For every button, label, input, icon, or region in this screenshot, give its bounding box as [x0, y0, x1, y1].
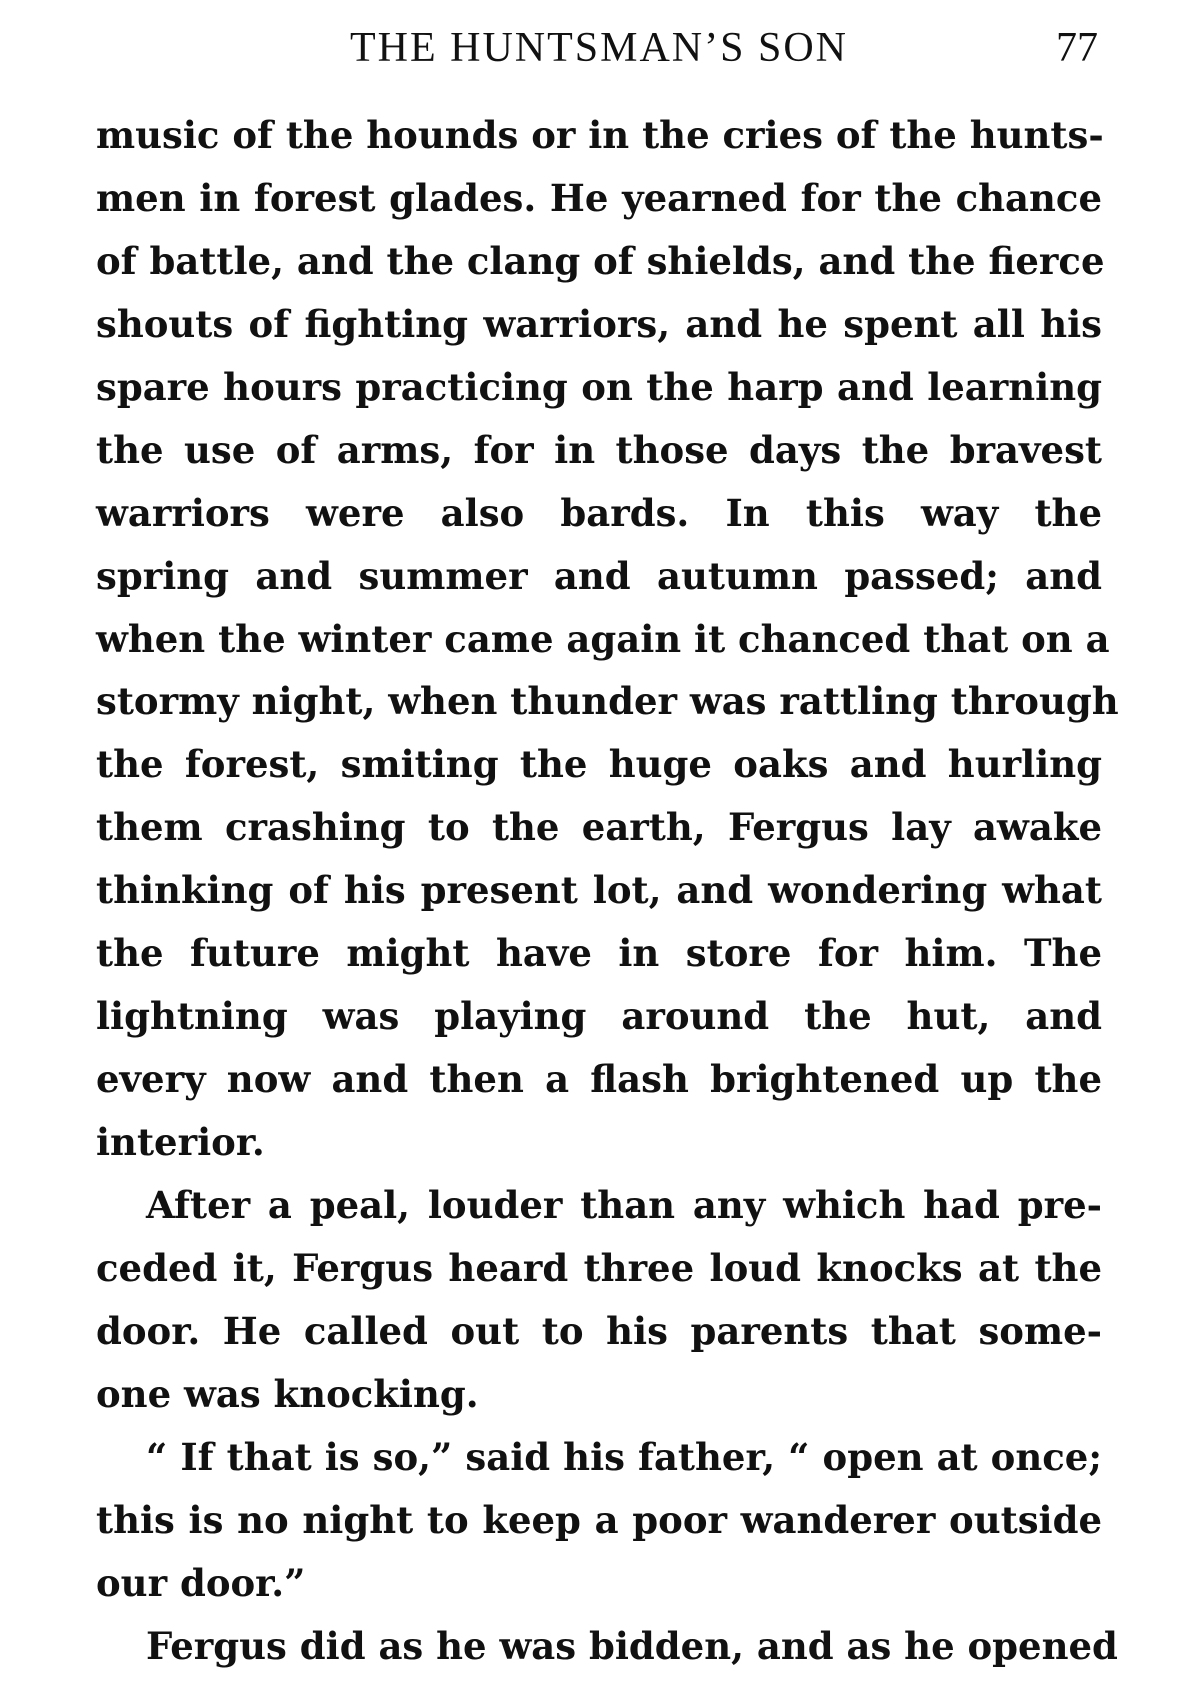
text-line: the future might have in store for him. The: [96, 931, 1102, 976]
text-line: the use of arms, for in those days the bravest: [96, 427, 1102, 472]
text-line: one was knocking.: [96, 1371, 479, 1416]
text-line: this is no night to keep a poor wanderer outside: [96, 1497, 1102, 1542]
paragraph-3: [96, 1426, 1102, 1615]
body-text: [96, 104, 1119, 1677]
text-line: shouts of fighting warriors, and he spent all his: [96, 301, 1102, 346]
running-title: THE HUNTSMAN’S SON: [349, 25, 849, 71]
text-line: thinking of his present lot, and wondering what: [96, 868, 1102, 913]
text-line: spare hours practicing on the harp and learning: [96, 364, 1102, 409]
paragraph-4: [96, 1615, 1118, 1678]
text-line: interior.: [96, 1120, 265, 1164]
text-line: the forest, smiting the huge oaks and hurling: [96, 742, 1102, 787]
text-line: door. He called out to his parents that some-: [96, 1308, 1102, 1353]
text-line: spring and summer and autumn passed; and: [96, 553, 1102, 598]
paragraph-2: [96, 1174, 1102, 1426]
text-line: stormy night, when thunder was rattling through: [96, 679, 1119, 724]
text-line: After a peal, louder than any which had pre-: [146, 1182, 1102, 1227]
paragraph-1: [96, 104, 1119, 1174]
page-number: 77: [1056, 25, 1098, 71]
text-line: warriors were also bards. In this way the: [96, 490, 1102, 535]
text-line: our door.”: [96, 1560, 306, 1605]
text-line: “ If that is so,” said his father, “ open at once;: [146, 1434, 1102, 1479]
text-line: them crashing to the earth, Fergus lay awake: [96, 805, 1102, 850]
text-line: men in forest glades. He yearned for the chance: [96, 175, 1102, 220]
text-line: Fergus did as he was bidden, and as he opened: [146, 1623, 1118, 1668]
running-head: [96, 18, 1102, 78]
text-line: of battle, and the clang of shields, and the fierce: [96, 238, 1105, 283]
text-line: ceded it, Fergus heard three loud knocks at the: [96, 1245, 1102, 1290]
text-line: lightning was playing around the hut, and: [96, 994, 1102, 1039]
text-line: when the winter came again it chanced that on a: [96, 616, 1110, 661]
text-line: every now and then a flash brightened up the: [96, 1057, 1102, 1102]
text-line: music of the hounds or in the cries of the hunts-: [96, 113, 1104, 157]
